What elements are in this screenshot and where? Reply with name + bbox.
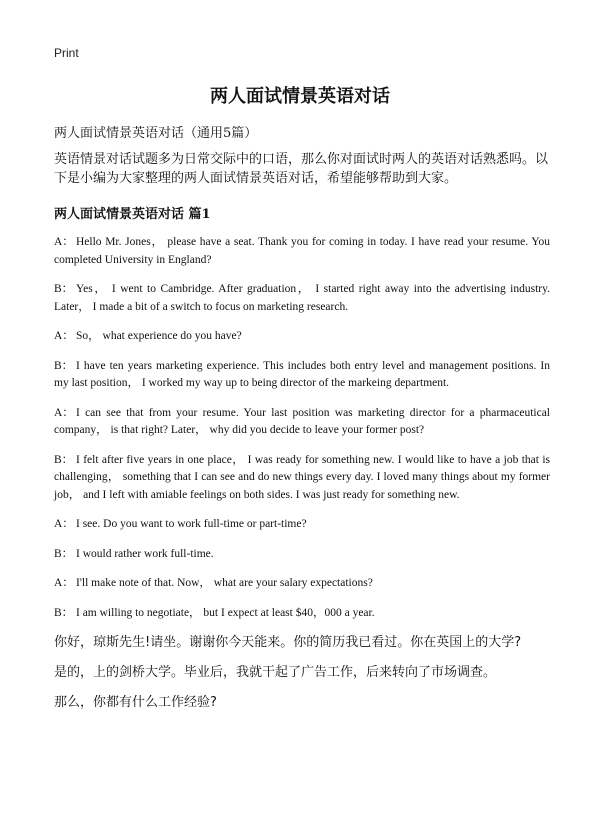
speaker-label: A： <box>54 330 74 342</box>
dialogue-line <box>54 516 550 534</box>
dialogue-line <box>54 575 550 593</box>
dialogue-text: I am willing to negotiate， but I expect at least $40，000 a year. <box>76 606 375 619</box>
dialogue-line <box>54 605 550 623</box>
dialogue-line <box>54 546 550 564</box>
speaker-label: B： <box>54 283 74 295</box>
dialogue-text: I see. Do you want to work full-time or part-time? <box>76 518 307 530</box>
translation-line: 你好，琼斯先生!请坐。谢谢你今天能来。你的简历我已看过。你在英国上的大学? <box>54 635 522 650</box>
dialogue-line <box>54 281 550 316</box>
section-heading: 两人面试情景英语对话 篇1 <box>54 207 211 222</box>
dialogue-text: So， what experience do you have? <box>76 330 242 342</box>
speaker-label: B： <box>54 547 74 560</box>
dialogue-list <box>54 234 550 724</box>
speaker-label: A： <box>54 518 74 530</box>
speaker-label: A： <box>54 406 74 419</box>
dialogue-line <box>54 328 550 346</box>
speaker-label: B： <box>54 359 74 372</box>
intro-paragraph: 英语情景对话试题多为日常交际中的口语，那么你对面试时两人的英语对话熟悉吗。以下是小编为大家整理的两人面试情景英语对话，希望能够帮助到大家。 <box>54 152 549 186</box>
dialogue-line <box>54 452 550 505</box>
speaker-label: B： <box>54 453 74 466</box>
speaker-label: B： <box>54 606 74 619</box>
dialogue-line <box>54 405 550 440</box>
dialogue-text: I have ten years marketing experience. This includes both entry level and management positions. In my last position， I worked my way up to being director of the markeing department. <box>54 359 550 389</box>
dialogue-text: Yes， I went to Cambridge. After graduation， I started right away into the advertising industry. Later， I made a bit of a switch to focus on marketing research. <box>54 283 550 313</box>
dialogue-line <box>54 234 550 269</box>
dialogue-line <box>54 358 550 393</box>
speaker-label: A： <box>54 577 74 589</box>
translation-line: 是的，上的剑桥大学。毕业后，我就干起了广告工作，后来转向了市场调查。 <box>54 665 497 680</box>
dialogue-text: I can see that from your resume. Your last position was marketing director for a pharmaceutical company， is that right? Later， why did you decide to leave your former post? <box>54 406 550 436</box>
translation-line: 那么，你都有什么工作经验? <box>54 695 217 710</box>
speaker-label: A： <box>54 236 74 248</box>
print-link[interactable]: Print <box>54 46 79 60</box>
document-subtitle: 两人面试情景英语对话（通用5篇） <box>54 126 258 141</box>
dialogue-text: Hello Mr. Jones， please have a seat. Thank you for coming in today. I have read your resume. You completed University in England? <box>54 236 550 266</box>
dialogue-text: I felt after five years in one place， I was ready for something new. I would like to have a job that is challenging， something that I can see and do new things every day. I loved many things about my former job， and I left with amiable feelings on both sides. I was just ready for something new. <box>54 453 550 501</box>
page-title: 两人面试情景英语对话 <box>210 86 390 107</box>
dialogue-text: I would rather work full-time. <box>76 547 214 560</box>
dialogue-text: I'll make note of that. Now， what are your salary expectations? <box>76 577 373 589</box>
